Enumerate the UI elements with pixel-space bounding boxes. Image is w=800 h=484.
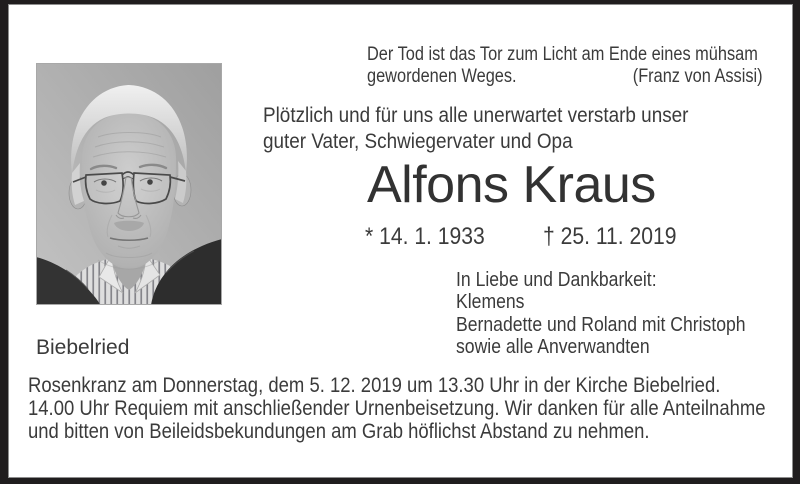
deceased-name: Alfons Kraus — [367, 156, 656, 214]
quote-line-2 — [367, 66, 763, 88]
mourners-block — [456, 269, 746, 358]
obituary-card — [8, 4, 793, 478]
quote-line-1: Der Tod ist das Tor zum Licht am Ende eines mühsam — [367, 44, 758, 65]
portrait-photo-illustration — [36, 63, 222, 305]
intro-paragraph — [263, 103, 731, 154]
birth-date: * 14. 1. 1933 — [365, 223, 485, 250]
quote-block — [367, 44, 763, 87]
mourners-line-3: Bernadette und Roland mit Christoph — [456, 313, 746, 336]
mourners-line-1: In Liebe und Dankbarkeit: — [456, 269, 657, 291]
portrait-photo — [36, 63, 222, 305]
intro-line-1: Plötzlich und für uns alle unerwartet verstarb unser — [263, 104, 689, 127]
notice-line-2: 14.00 Uhr Requiem mit anschließender Urnenbeisetzung. Wir danken für alle Anteilnahme — [28, 397, 766, 420]
funeral-notice — [28, 374, 766, 443]
mourners-line-2: Klemens — [456, 291, 525, 314]
place-name: Biebelried — [36, 336, 130, 359]
quote-attribution: (Franz von Assisi) — [632, 65, 763, 87]
notice-line-1: Rosenkranz am Donnerstag, dem 5. 12. 2019 um 13.30 Uhr in der Kirche Biebelried. — [28, 374, 721, 397]
death-date: † 25. 11. 2019 — [543, 223, 677, 250]
notice-line-3: und bitten von Beileidsbekundungen am Grab höflichst Abstand zu nehmen. — [28, 420, 650, 443]
quote-text: gewordenen Weges. — [367, 65, 517, 87]
intro-line-2: guter Vater, Schwiegervater und Opa — [263, 129, 573, 153]
mourners-line-4: sowie alle Anverwandten — [456, 335, 650, 358]
